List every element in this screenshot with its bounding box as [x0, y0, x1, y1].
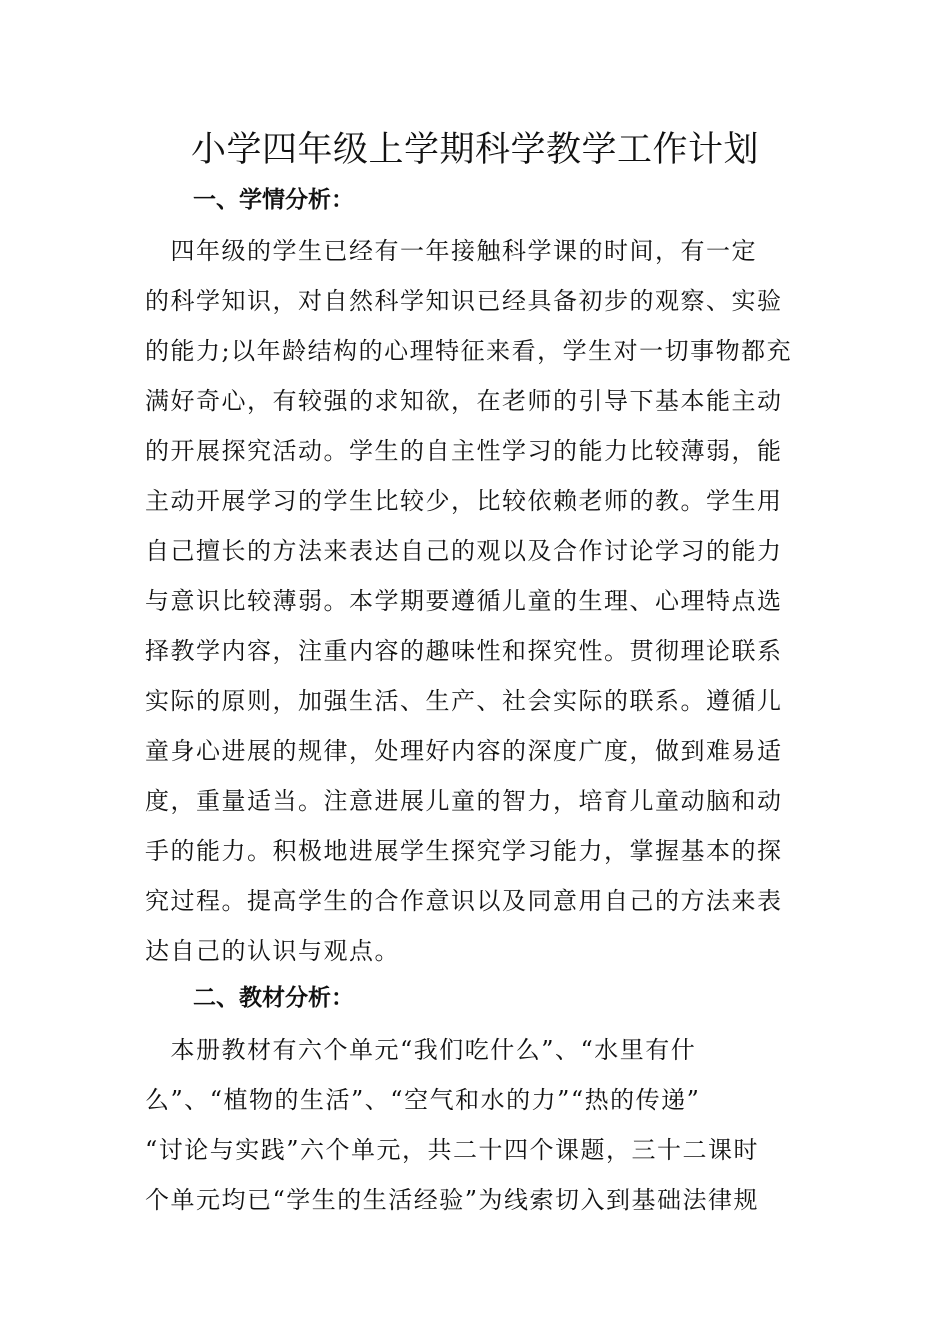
- paragraph-line: 自己擅长的方法来表达自己的观以及合作讨论学习的能力: [145, 537, 783, 565]
- paragraph-line: 择教学内容，注重内容的趣味性和探究性。贯彻理论联系: [145, 637, 783, 665]
- paragraph-line: 满好奇心，有较强的求知欲，在老师的引导下基本能主动: [145, 387, 783, 415]
- paragraph-line: 个单元均已“学生的生活经验”为线索切入到基础法律规: [145, 1186, 760, 1214]
- paragraph-textbook-analysis: [145, 1025, 807, 1225]
- paragraph-student-analysis: [145, 226, 807, 976]
- paragraph-line: 童身心进展的规律，处理好内容的深度广度，做到难易适: [145, 737, 783, 765]
- paragraph-line: 本册教材有六个单元“我们吃什么”、“水里有什: [145, 1036, 697, 1064]
- paragraph-line: 手的能力。积极地进展学生探究学习能力，掌握基本的探: [145, 837, 783, 865]
- paragraph-line: 度，重量适当。注意进展儿童的智力，培育儿童动脑和动: [145, 787, 783, 815]
- paragraph-line: 与意识比较薄弱。本学期要遵循儿童的生理、心理特点选: [145, 587, 783, 615]
- paragraph-line: 么”、“植物的生活”、“空气和水的力”“热的传递”: [145, 1086, 701, 1114]
- section-heading-textbook-analysis: 二、教材分析：: [193, 984, 354, 1011]
- section-heading-student-analysis: 一、学情分析：: [193, 186, 354, 213]
- paragraph-line: 的能力;以年龄结构的心理特征来看，学生对一切事物都充: [145, 337, 793, 365]
- paragraph-line: 达自己的认识与观点。: [145, 937, 400, 965]
- paragraph-line: 的开展探究活动。学生的自主性学习的能力比较薄弱，能: [145, 437, 783, 465]
- paragraph-line: 主动开展学习的学生比较少，比较依赖老师的教。学生用: [145, 487, 783, 515]
- paragraph-line: 的科学知识，对自然科学知识已经具备初步的观察、实验: [145, 287, 783, 315]
- paragraph-line: “讨论与实践”六个单元，共二十四个课题，三十二课时: [145, 1136, 760, 1164]
- paragraph-line: 四年级的学生已经有一年接触科学课的时间，有一定: [145, 237, 757, 265]
- paragraph-line: 究过程。提高学生的合作意识以及同意用自己的方法来表: [145, 887, 783, 915]
- paragraph-line: 实际的原则，加强生活、生产、社会实际的联系。遵循儿: [145, 687, 783, 715]
- document-title: 小学四年级上学期科学教学工作计划: [190, 130, 759, 170]
